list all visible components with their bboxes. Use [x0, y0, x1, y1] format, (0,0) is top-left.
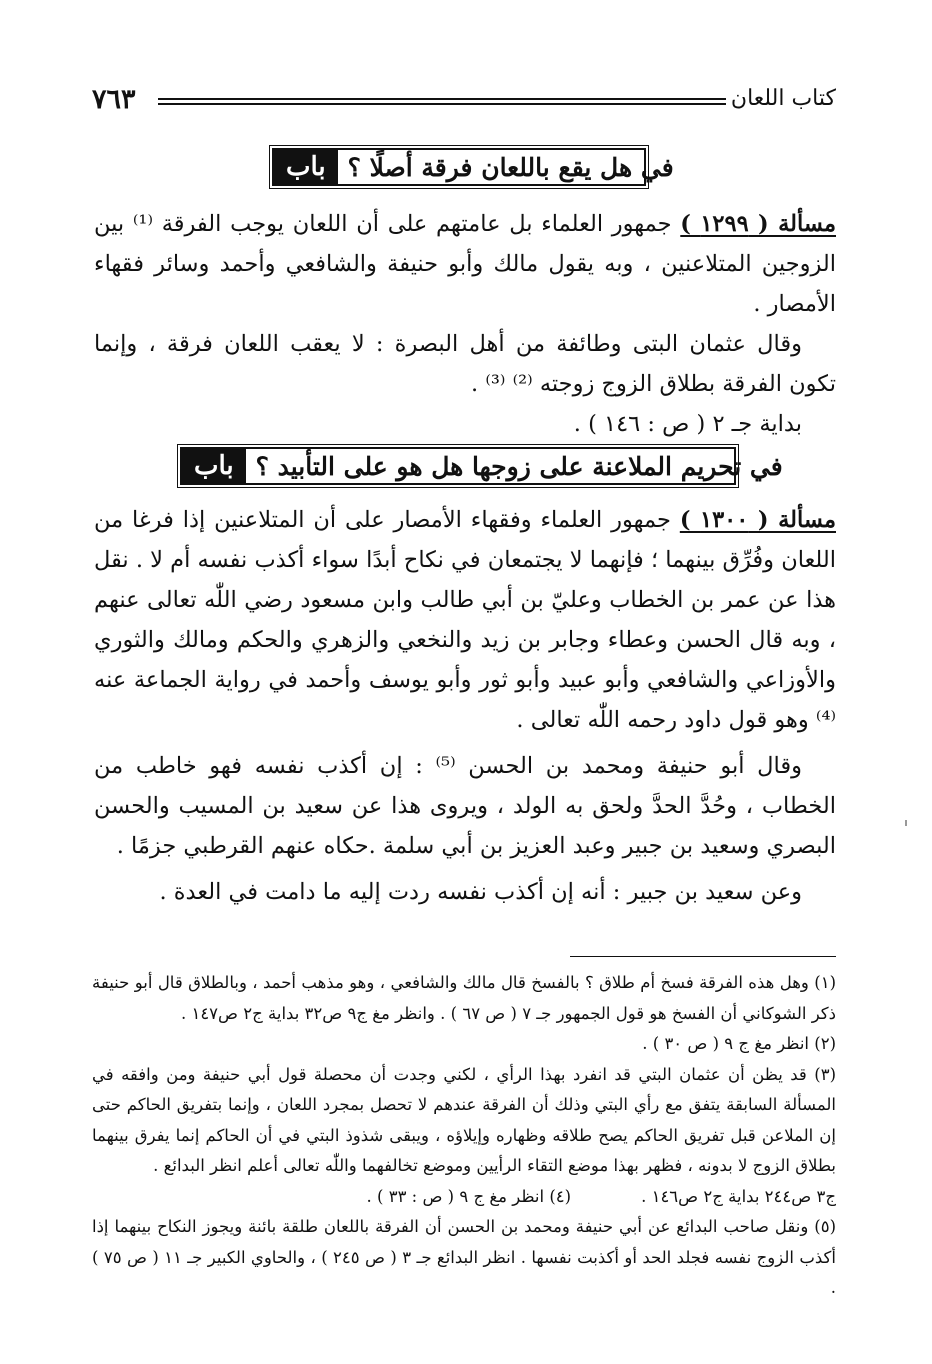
footnote-1: (١) وهل هذه الفرقة فسخ أم طلاق ؟ بالفسخ قال مالك والشافعي ، وهو مذهب أحمد ، وبالطلاق قال أبو حنيفة ذكر الشوكاني أن الفسخ هو قول الجمهور جـ ٧ ( ص ٦٧ ) . وانظر مغ ج٩ ص٣٢ بداية ج٢ ص١٤٧ . — [92, 973, 836, 1023]
page-number: ٧٦٣ — [92, 84, 136, 115]
footnote-3-tail: ج٣ ص٢٤٤ بداية ج٢ ص١٤٦ . — [641, 1186, 836, 1206]
paragraph — [94, 500, 836, 740]
chapter-title: في هل يقع باللعان فرقة أصلًا ؟ — [347, 152, 674, 182]
footnote-rule — [570, 956, 836, 957]
masala-label: مسألة ( ١٣٠٠ ) — [679, 507, 836, 533]
paragraph: وقال عثمان البتى وطائفة من أهل البصرة : لا يعقب اللعان فرقة ، وإنما تكون الفرقة بطلاق الزوج زوجته ⁽²⁾ ⁽³⁾ . — [94, 331, 836, 397]
chapter-label: باب — [182, 449, 246, 483]
chapter-heading-2 — [180, 447, 783, 485]
footnote-2: (٢) انظر مغ ج ٩ ( ص ٣٠ ) . — [642, 1034, 836, 1053]
running-header — [92, 86, 836, 116]
source-reference: بداية جـ ٢ ( ص : ١٤٦ ) . — [573, 411, 802, 437]
paragraph-text: جمهور العلماء بل عامتهم على أن اللعان يوجب الفرقة ⁽¹⁾ بين الزوجين المتلاعنين ، وبه يقول مالك وأبو حنيفة والشافعي وأحمد وسائر فقهاء الأمصار . — [94, 211, 836, 317]
chapter-label: باب — [274, 150, 338, 184]
footnote-4: (٤) انظر مغ ج ٩ ( ص : ٣٣ ) . — [366, 1186, 572, 1206]
section-1 — [94, 204, 836, 444]
paragraph: وعن سعيد بن جبير : أنه إن أكذب نفسه ردت إليه ما دامت في العدة . — [159, 879, 802, 905]
footnote-5: (٥) ونقل صاحب البدائع عن أبي حنيفة ومحمد بن الحسن أن الفرقة باللعان طلقة بائنة ويجوز النكاح بينهما إذا أكذب الزوج نفسه فجلد الحد أو أكذبت نفسها . انظر البدائع جـ ٣ ( ص ٢٤٥ ) ، والحاوي الكبير جـ ١١ ( ص ٧٥ ) . — [92, 1217, 836, 1297]
book-title: كتاب اللعان — [730, 86, 836, 111]
header-rule — [158, 98, 726, 105]
chapter-title: في تحريم الملاعنة على زوجها هل هو على التأبيد ؟ — [255, 451, 783, 481]
paragraph — [94, 204, 836, 324]
paragraph: وقال أبو حنيفة ومحمد بن الحسن ⁽⁵⁾ : إن أكذب نفسه فهو خاطب من الخطاب ، وحُدَّ الحدَّ ولحق به الولد ، ويروى هذا عن سعيد بن المسيب والحسن البصري وسعيد بن جبير وعبد العزيز بن أبي سلمة .حكاه عنهم القرطبي جزمًا . — [94, 753, 836, 859]
section-2 — [94, 500, 836, 912]
footnote-3: (٣) قد يظن أن عثمان البتي قد انفرد بهذا الرأي ، لكني وجدت أن محصلة قول أبي حنيفة ومن وافقه في المسألة السابقة يتفق مع رأي البتي وذلك أن الفرقة عندهم لا تحصل بمجرد اللعان ، وإنما بتفريق الحاكم حتى إن الملاعن قبل تفريق الحاكم يصح طلاقه وظهاره وإيلاؤه ، ويبقى شذوذ البتي في أن الحاكم إنما يفرق بينهما بطلاق الزوج لا بدونه ، فظهر بهذا موضع التقاء الرأيين وموضع تخالفهما واللّٰه تعالى أعلم انظر البدائع . — [92, 1064, 836, 1175]
footnote-row — [92, 1182, 836, 1213]
paragraph-text: جمهور العلماء وفقهاء الأمصار على أن المتلاعنين إذا فرغا من اللعان وفُرِّق بينهما ؛ فإنهما لا يجتمعان في نكاح أبدًا سواء أكذب نفسه أم لا . نقل هذا عن عمر بن الخطاب وعليّ بن أبي طالب وابن مسعود رضي اللّٰه تعالى عنهم ، وبه قال الحسن وعطاء وجابر بن زيد والنخعي والزهري والحكم ومالك والثوري والأوزاعي والشافعي وأبو عبيد وأبو ثور وأبو يوسف وأحمد في رواية الجماعة عنه ⁽⁴⁾ وهو قول داود رحمه اللّٰه تعالى . — [94, 507, 836, 733]
margin-mark — [905, 820, 907, 826]
footnotes — [92, 968, 836, 1304]
masala-label: مسألة ( ١٢٩٩ ) — [680, 211, 836, 237]
chapter-heading-1 — [272, 148, 674, 186]
